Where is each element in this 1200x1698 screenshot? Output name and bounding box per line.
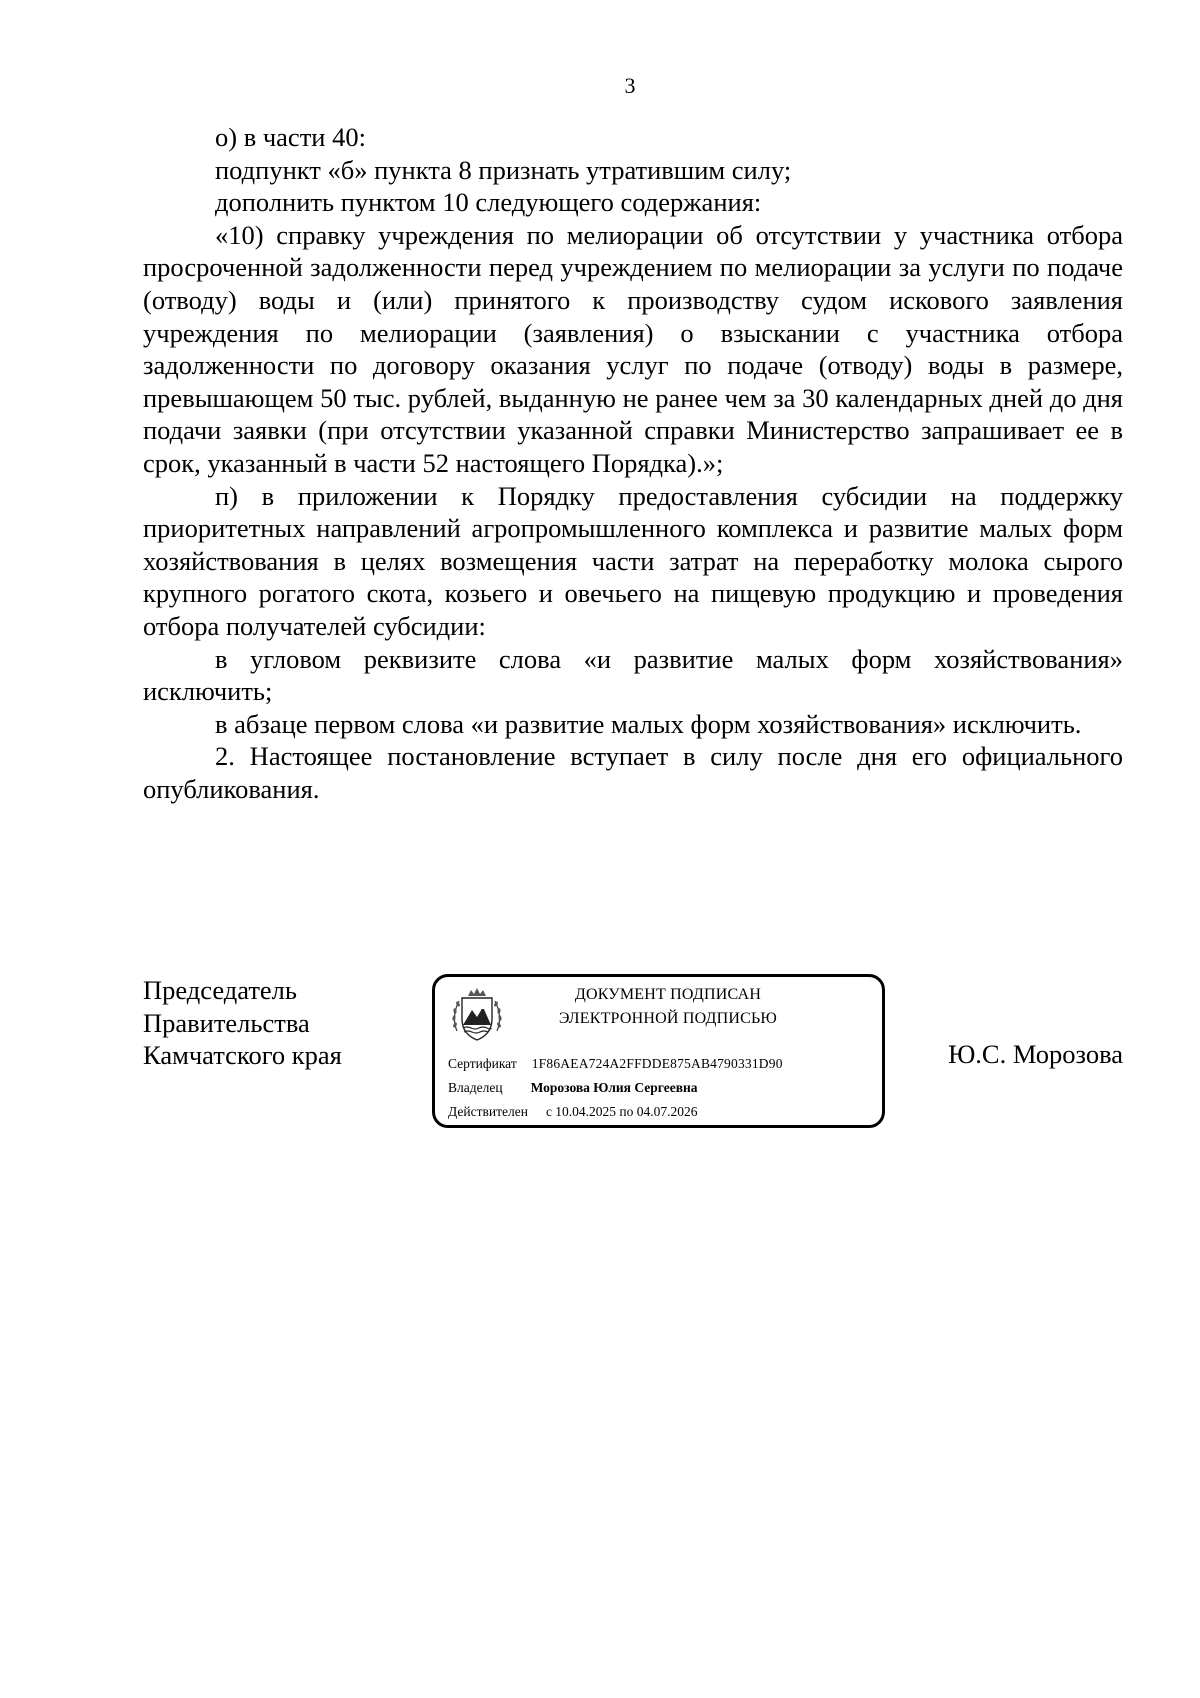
signer-title-line: Камчатского края [143, 1040, 342, 1071]
signer-title [143, 974, 342, 1072]
signature-block [143, 974, 1123, 1144]
electronic-signature-stamp [432, 974, 885, 1128]
paragraph-item-p: п) в приложении к Порядку предоставления субсидии на поддержку приоритетных направлений агропромышленного комплекса и развитие малых форм хозяйствования в целях возмещения части затрат на переработку молока сырого крупного рогатого скота, козьего и овечьего на пищевую продукцию и проведения отбора получателей субсидии: [143, 480, 1123, 641]
stamp-certificate-label: Сертификат [448, 1056, 517, 1071]
paragraph-add-point-10: дополнить пунктом 10 следующего содержания: [215, 187, 762, 218]
signer-title-line: Правительства [143, 1007, 310, 1038]
paragraph-first-paragraph: в абзаце первом слова «и развитие малых форм хозяйствования» исключить. [215, 708, 1082, 739]
paragraph-corner-requisite: в угловом реквизите слова «и развитие малых форм хозяйствования» исключить; [143, 643, 1123, 707]
page-number: 3 [624, 73, 636, 98]
kamchatka-emblem-icon [447, 985, 507, 1045]
stamp-valid-value: с 10.04.2025 по 04.07.2026 [545, 1104, 698, 1119]
signer-name: Ю.С. Морозова [948, 1039, 1123, 1069]
stamp-owner-label: Владелец [448, 1080, 503, 1095]
paragraph-entry-into-force: 2. Настоящее постановление вступает в силу после дня его официального опубликования. [143, 741, 1123, 804]
stamp-heading-line: ДОКУМЕНТ ПОДПИСАН [574, 986, 762, 1003]
signer-title-line: Председатель [143, 975, 297, 1005]
stamp-certificate-row [448, 1055, 783, 1072]
stamp-valid-label: Действителен [448, 1104, 528, 1119]
stamp-owner-value: Морозова Юлия Сергеевна [530, 1080, 698, 1095]
stamp-heading-line: ЭЛЕКТРОННОЙ ПОДПИСЬЮ [558, 1010, 778, 1027]
paragraph-subitem-b-repeal: подпункт «б» пункта 8 признать утратившим силу; [215, 154, 792, 185]
paragraph-point-10-text: «10) справку учреждения по мелиорации об отсутствии у участника отбора просроченной задолженности перед учреждением по мелиорации за услуги по подаче (отводу) воды и (или) принятого к производству судом искового заявления учреждения по мелиорации (заявления) о взыскании с участника отбора задолженности по договору оказания услуг по подаче (отводу) воды в размере, превышающем 50 тыс. рублей, выданную не ранее чем за 30 календарных дней до дня подачи заявки (при отсутствии указанной справки Министерство запрашивает ее в срок, указанный в части 52 настоящего Порядка).»; [143, 219, 1123, 478]
paragraph-item-o: о) в части 40: [215, 122, 366, 152]
stamp-certificate-value: 1F86AEA724A2FFDDE875AB4790331D90 [531, 1056, 783, 1071]
stamp-owner-row [448, 1079, 698, 1096]
document-body [143, 121, 1123, 805]
stamp-valid-row [448, 1103, 698, 1120]
